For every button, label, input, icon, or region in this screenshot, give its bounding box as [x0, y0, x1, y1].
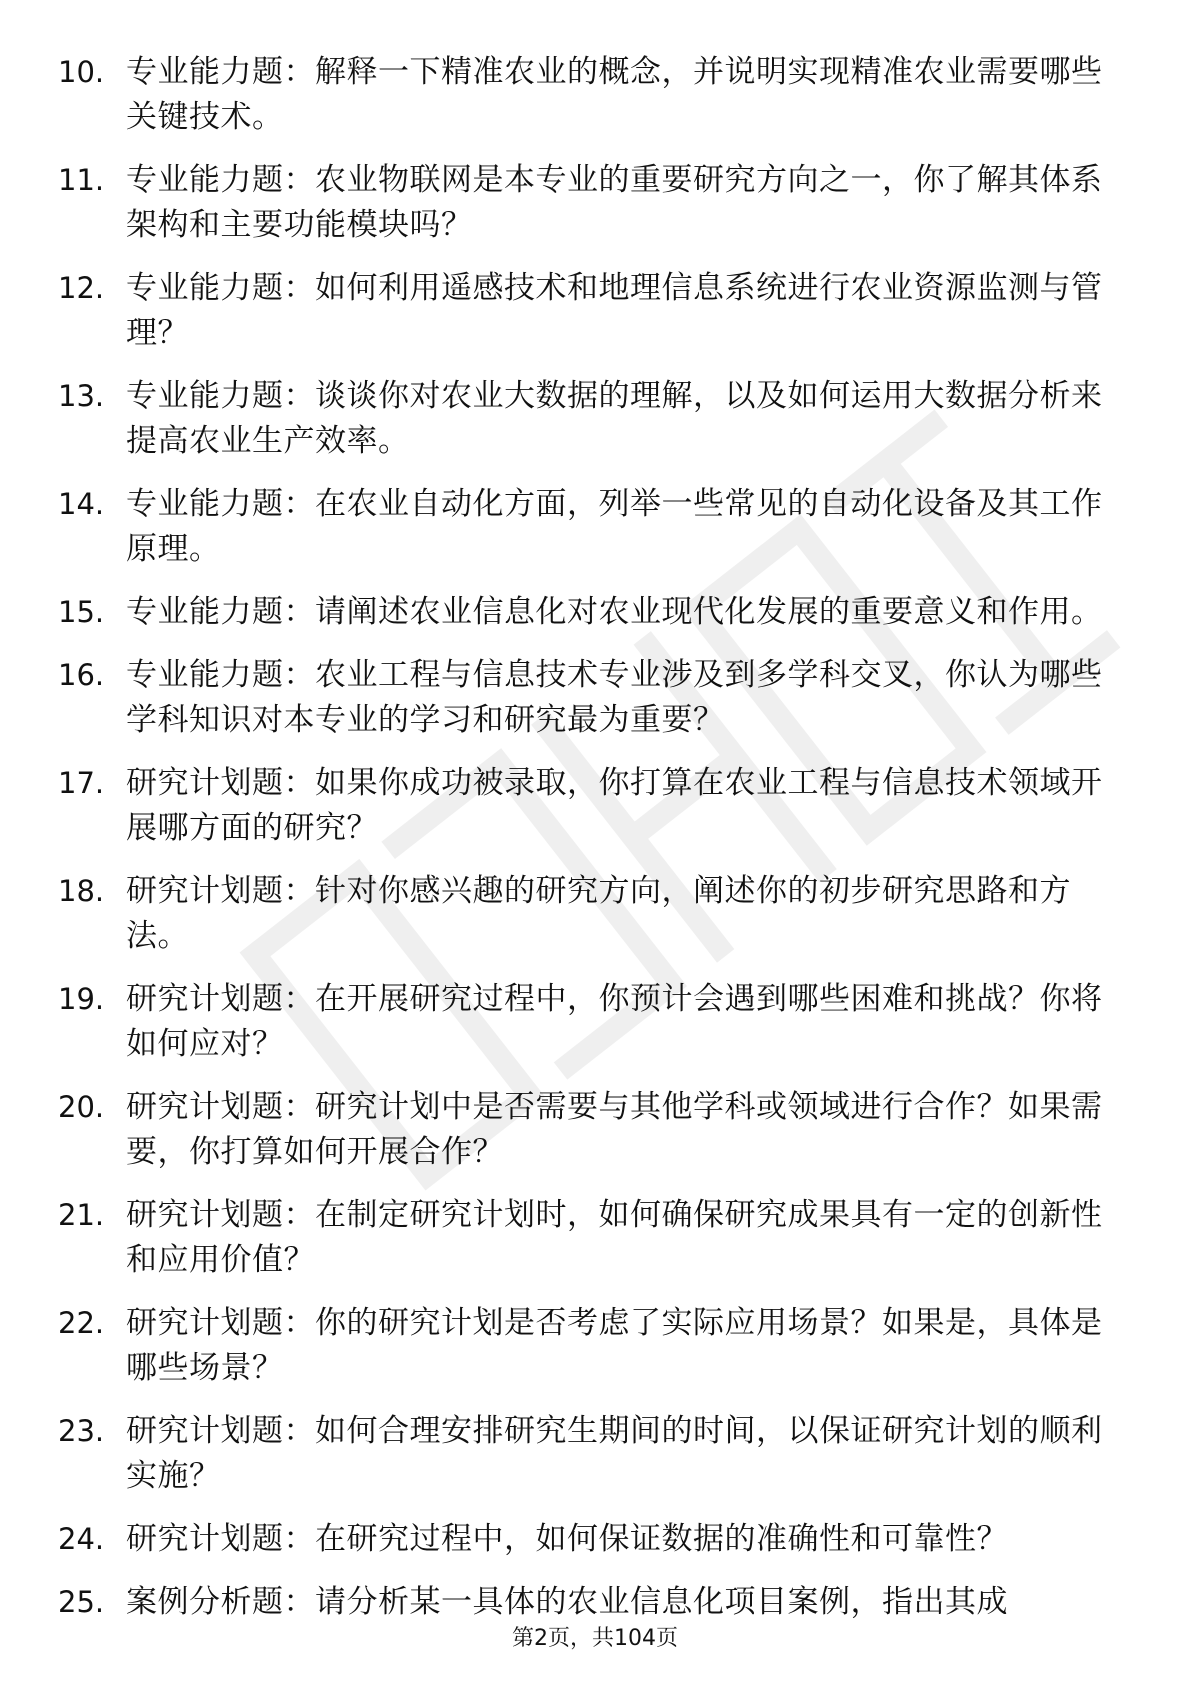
question-text — [126, 482, 1106, 572]
question-number: 11. — [58, 163, 105, 197]
question-category: 研究计划题： — [126, 1197, 315, 1233]
question-item — [0, 1409, 1190, 1499]
question-category: 研究计划题： — [126, 981, 315, 1017]
question-category: 专业能力题： — [126, 378, 315, 414]
question-item — [0, 1517, 1190, 1562]
question-text — [126, 590, 1106, 635]
question-body: 农业工程与信息技术专业涉及到多学科交叉，你认为哪些学科知识对本专业的学习和研究最为重要？ — [126, 657, 1103, 738]
question-text — [126, 1085, 1106, 1175]
question-category: 专业能力题： — [126, 162, 315, 198]
question-text — [126, 158, 1106, 248]
question-text — [126, 761, 1106, 851]
question-text — [126, 266, 1106, 356]
question-item — [0, 869, 1190, 959]
question-number: 12. — [58, 271, 105, 305]
question-body: 在研究过程中，如何保证数据的准确性和可靠性？ — [315, 1521, 1008, 1557]
question-body: 请阐述农业信息化对农业现代化发展的重要意义和作用。 — [315, 594, 1103, 630]
question-number: 16. — [58, 658, 105, 692]
question-text — [126, 374, 1106, 464]
question-text — [126, 1580, 1106, 1625]
question-category: 专业能力题： — [126, 657, 315, 693]
question-body: 在制定研究计划时，如何确保研究成果具有一定的创新性和应用价值？ — [126, 1197, 1103, 1278]
question-text — [126, 1517, 1106, 1562]
question-category: 研究计划题： — [126, 873, 315, 909]
question-item — [0, 1193, 1190, 1283]
question-category: 专业能力题： — [126, 486, 315, 522]
question-category: 研究计划题： — [126, 1521, 315, 1557]
question-text — [126, 1301, 1106, 1391]
question-number: 19. — [58, 982, 105, 1016]
question-text — [126, 869, 1106, 959]
question-item — [0, 977, 1190, 1067]
page-number-footer: 第2页，共104页 — [512, 1626, 678, 1651]
question-number: 15. — [58, 595, 105, 629]
question-category: 研究计划题： — [126, 1413, 315, 1449]
question-number: 25. — [58, 1585, 105, 1619]
question-item — [0, 158, 1190, 248]
question-category: 专业能力题： — [126, 594, 315, 630]
question-number: 10. — [58, 55, 105, 89]
question-body: 研究计划中是否需要与其他学科或领域进行合作？如果需要，你打算如何开展合作？ — [126, 1089, 1103, 1170]
question-number: 18. — [58, 874, 105, 908]
question-category: 研究计划题： — [126, 1305, 315, 1341]
question-text — [126, 977, 1106, 1067]
question-body: 如何合理安排研究生期间的时间，以保证研究计划的顺利实施？ — [126, 1413, 1103, 1494]
question-category: 案例分析题： — [126, 1584, 315, 1620]
question-number: 22. — [58, 1306, 105, 1340]
question-text — [126, 50, 1106, 140]
question-body: 你的研究计划是否考虑了实际应用场景？如果是，具体是哪些场景？ — [126, 1305, 1103, 1386]
question-item — [0, 1580, 1190, 1625]
question-text — [126, 653, 1106, 743]
question-category: 专业能力题： — [126, 270, 315, 306]
question-body: 谈谈你对农业大数据的理解，以及如何运用大数据分析来提高农业生产效率。 — [126, 378, 1103, 459]
question-number: 24. — [58, 1522, 105, 1556]
question-body: 农业物联网是本专业的重要研究方向之一，你了解其体系架构和主要功能模块吗？ — [126, 162, 1103, 243]
question-item — [0, 761, 1190, 851]
question-item — [0, 1301, 1190, 1391]
question-item — [0, 590, 1190, 635]
question-number: 21. — [58, 1198, 105, 1232]
question-body: 解释一下精准农业的概念，并说明实现精准农业需要哪些关键技术。 — [126, 54, 1103, 135]
question-item — [0, 1085, 1190, 1175]
question-body: 针对你感兴趣的研究方向，阐述你的初步研究思路和方法。 — [126, 873, 1071, 954]
question-item — [0, 50, 1190, 140]
question-number: 20. — [58, 1090, 105, 1124]
question-body: 在农业自动化方面，列举一些常见的自动化设备及其工作原理。 — [126, 486, 1103, 567]
question-item — [0, 374, 1190, 464]
question-number: 23. — [58, 1414, 105, 1448]
question-number: 13. — [58, 379, 105, 413]
question-category: 研究计划题： — [126, 765, 315, 801]
question-list — [0, 50, 1190, 1643]
question-text — [126, 1193, 1106, 1283]
question-item — [0, 653, 1190, 743]
question-category: 专业能力题： — [126, 54, 315, 90]
question-text — [126, 1409, 1106, 1499]
question-number: 14. — [58, 487, 105, 521]
question-number: 17. — [58, 766, 105, 800]
question-body: 如果你成功被录取，你打算在农业工程与信息技术领域开展哪方面的研究？ — [126, 765, 1103, 846]
question-category: 研究计划题： — [126, 1089, 315, 1125]
question-item — [0, 266, 1190, 356]
question-body: 在开展研究过程中，你预计会遇到哪些困难和挑战？你将如何应对？ — [126, 981, 1103, 1062]
question-item — [0, 482, 1190, 572]
question-body: 如何利用遥感技术和地理信息系统进行农业资源监测与管理？ — [126, 270, 1103, 351]
question-body: 请分析某一具体的农业信息化项目案例，指出其成 — [315, 1584, 1008, 1620]
